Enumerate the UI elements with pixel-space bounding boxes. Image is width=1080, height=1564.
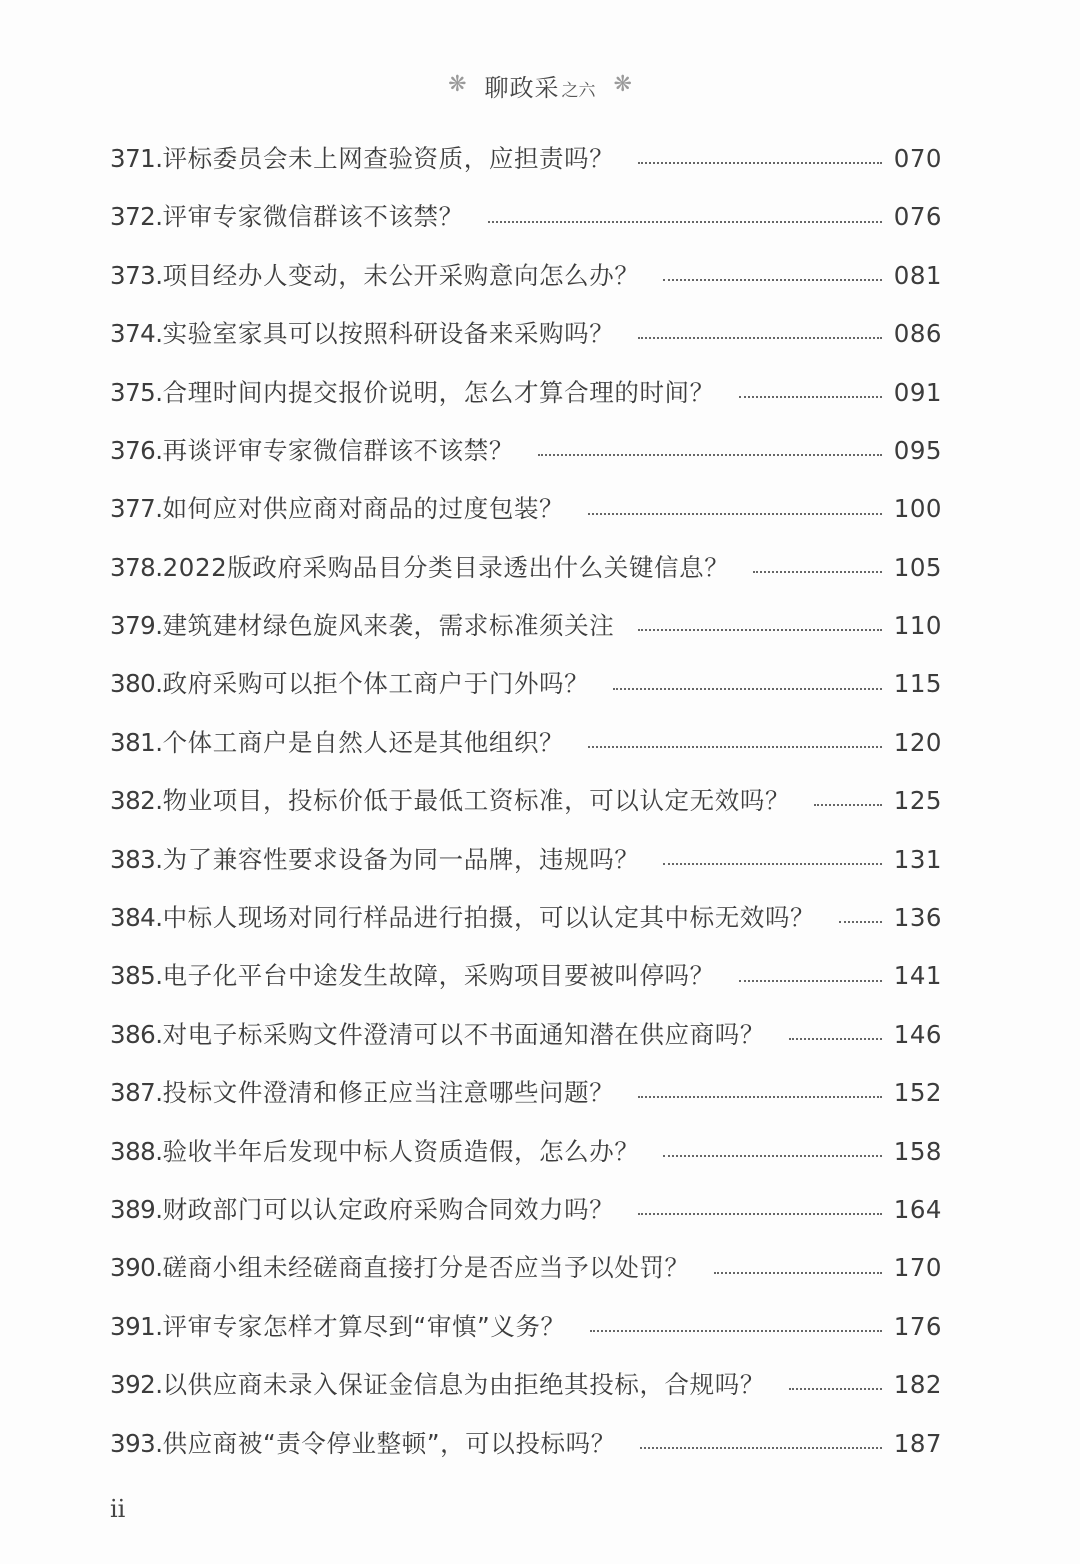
dot-leader	[638, 337, 881, 339]
toc-entry-title: 以供应商未录入保证金信息为由拒绝其投标，合规吗？	[162, 1370, 765, 1400]
toc-entry-page: 187	[893, 1428, 942, 1458]
toc-entry-number: 377.	[110, 494, 163, 524]
toc-entry-title: 供应商被“责令停业整顿”，可以投标吗？	[162, 1428, 616, 1458]
toc-entry-page: 091	[893, 377, 942, 407]
toc-entry[interactable]	[110, 1064, 942, 1122]
toc-entry-title: 建筑建材绿色旋风来袭，需求标准须关注	[162, 611, 615, 641]
header-subtitle: 之六	[561, 80, 596, 101]
toc-entry-page: 115	[893, 669, 942, 699]
toc-entry-title: 合理时间内提交报价说明，怎么才算合理的时间？	[162, 377, 715, 407]
toc-entry-title: 评审专家微信群该不该禁？	[162, 202, 464, 232]
toc-entry-page: 152	[893, 1078, 942, 1108]
dot-leader	[638, 629, 881, 631]
toc-entry-title: 个体工商户是自然人还是其他组织？	[162, 727, 565, 757]
toc-entry-number: 376.	[110, 435, 163, 465]
toc-entry-number: 393.	[110, 1428, 163, 1458]
toc-entry[interactable]	[110, 1123, 942, 1181]
toc-entry-number: 372.	[110, 202, 163, 232]
toc-entry-title: 投标文件澄清和修正应当注意哪些问题？	[162, 1078, 615, 1108]
toc-entry[interactable]	[110, 364, 942, 422]
toc-entry[interactable]	[110, 188, 942, 246]
toc-entry[interactable]	[110, 831, 942, 889]
toc-entry-title: 对电子标采购文件澄清可以不书面通知潜在供应商吗？	[162, 1019, 765, 1049]
dot-leader	[714, 1272, 882, 1274]
toc-entry-title: 电子化平台中途发生故障，采购项目要被叫停吗？	[162, 961, 715, 991]
toc-entry[interactable]	[110, 480, 942, 538]
toc-entry[interactable]	[110, 1415, 942, 1473]
toc-entry[interactable]	[110, 130, 942, 188]
dot-leader	[789, 1038, 882, 1040]
toc-entry[interactable]	[110, 305, 942, 363]
toc-entry-title: 磋商小组未经磋商直接打分是否应当予以处罚？	[162, 1253, 690, 1283]
dot-leader	[638, 1213, 881, 1215]
toc-entry-title: 项目经办人变动，未公开采购意向怎么办？	[162, 260, 640, 290]
toc-entry-title: 再谈评审专家微信群该不该禁？	[162, 435, 514, 465]
toc-entry-number: 380.	[110, 669, 163, 699]
toc-entry[interactable]	[110, 656, 942, 714]
dot-leader	[789, 1388, 882, 1390]
toc-entry-page: 141	[893, 961, 942, 991]
toc-entry-page: 095	[893, 435, 942, 465]
dot-leader	[839, 921, 882, 923]
dot-leader	[638, 162, 881, 164]
toc-entry-number: 373.	[110, 260, 163, 290]
toc-entry[interactable]	[110, 889, 942, 947]
toc-entry-number: 387.	[110, 1078, 163, 1108]
toc-entry[interactable]	[110, 597, 942, 655]
dot-leader	[663, 279, 881, 281]
toc-entry-page: 105	[893, 552, 942, 582]
toc-entry-number: 371.	[110, 143, 163, 173]
dot-leader	[613, 688, 881, 690]
dot-leader	[739, 980, 882, 982]
toc-entry-number: 388.	[110, 1136, 163, 1166]
toc-entry-page: 146	[893, 1019, 942, 1049]
toc-entry-number: 390.	[110, 1253, 163, 1283]
toc-entry-page: 120	[893, 727, 942, 757]
toc-entry-title: 评标委员会未上网查验资质，应担责吗？	[162, 143, 615, 173]
toc-entry-page: 081	[893, 260, 942, 290]
toc-entry-page: 110	[893, 611, 942, 641]
toc-entry-title: 中标人现场对同行样品进行拍摄，可以认定其中标无效吗？	[162, 903, 816, 933]
toc-entry[interactable]	[110, 1298, 942, 1356]
toc-entry[interactable]	[110, 947, 942, 1005]
toc-entry-title: 实验室家具可以按照科研设备来采购吗？	[162, 319, 615, 349]
toc-entry-number: 375.	[110, 377, 163, 407]
dot-leader	[814, 804, 882, 806]
toc-entry[interactable]	[110, 247, 942, 305]
dot-leader	[588, 513, 882, 515]
running-header	[0, 62, 1080, 108]
toc-entry-number: 384.	[110, 903, 163, 933]
toc-entry[interactable]	[110, 539, 942, 597]
flower-ornament-icon: ❋	[613, 72, 632, 97]
toc-entry-page: 070	[893, 143, 942, 173]
dot-leader	[663, 863, 881, 865]
dot-leader	[488, 221, 882, 223]
toc-entry[interactable]	[110, 1239, 942, 1297]
dot-leader	[638, 1096, 881, 1098]
dot-leader	[663, 1155, 881, 1157]
toc-entry-title: 物业项目，投标价低于最低工资标准，可以认定无效吗？	[162, 786, 791, 816]
toc-entry-page: 176	[893, 1311, 942, 1341]
toc-entry-title: 评审专家怎样才算尽到“审慎”义务？	[162, 1311, 566, 1341]
toc-entry-page: 131	[893, 844, 942, 874]
toc-entry-number: 381.	[110, 727, 163, 757]
dot-leader	[640, 1447, 882, 1449]
toc-entry-page: 125	[893, 786, 942, 816]
toc-entry-page: 076	[893, 202, 942, 232]
toc-entry-page: 100	[893, 494, 942, 524]
toc-entry-number: 385.	[110, 961, 163, 991]
toc-entry-title: 政府采购可以拒个体工商户于门外吗？	[162, 669, 590, 699]
toc-entry-title: 验收半年后发现中标人资质造假，怎么办？	[162, 1136, 640, 1166]
toc-entry-page: 158	[893, 1136, 942, 1166]
toc-entry-title: 财政部门可以认定政府采购合同效力吗？	[162, 1194, 615, 1224]
toc-entry-title: 如何应对供应商对商品的过度包装？	[162, 494, 565, 524]
dot-leader	[588, 746, 882, 748]
dot-leader	[739, 396, 882, 398]
toc-entry-page: 136	[893, 903, 942, 933]
toc-entry[interactable]	[110, 1006, 942, 1064]
flower-ornament-icon: ❋	[448, 72, 467, 97]
toc-entry-page: 182	[893, 1370, 942, 1400]
toc-entry[interactable]	[110, 422, 942, 480]
toc-entry-title: 2022版政府采购品目分类目录透出什么关键信息？	[162, 552, 730, 582]
toc-entry-number: 374.	[110, 319, 163, 349]
header-title-group	[485, 68, 596, 103]
toc-entry-number: 378.	[110, 552, 163, 582]
header-title: 聊政采	[484, 73, 560, 102]
toc-entry-number: 382.	[110, 786, 163, 816]
toc-entry[interactable]	[110, 772, 942, 830]
toc-entry-number: 379.	[110, 611, 163, 641]
toc-entry-title: 为了兼容性要求设备为同一品牌，违规吗？	[162, 844, 640, 874]
toc-entry-page: 164	[893, 1194, 942, 1224]
page-number: ii	[110, 1495, 126, 1523]
dot-leader	[538, 454, 882, 456]
toc-entry-number: 383.	[110, 844, 163, 874]
toc-entry-page: 086	[893, 319, 942, 349]
dot-leader	[590, 1330, 882, 1332]
toc-entry-number: 389.	[110, 1194, 163, 1224]
dot-leader	[753, 571, 881, 573]
toc-entry[interactable]	[110, 714, 942, 772]
toc-entry-page: 170	[893, 1253, 942, 1283]
toc-entry[interactable]	[110, 1356, 942, 1414]
toc-entry-number: 391.	[110, 1311, 163, 1341]
toc-entry[interactable]	[110, 1181, 942, 1239]
toc-entry-number: 392.	[110, 1370, 163, 1400]
table-of-contents	[110, 130, 942, 1473]
toc-entry-number: 386.	[110, 1019, 163, 1049]
